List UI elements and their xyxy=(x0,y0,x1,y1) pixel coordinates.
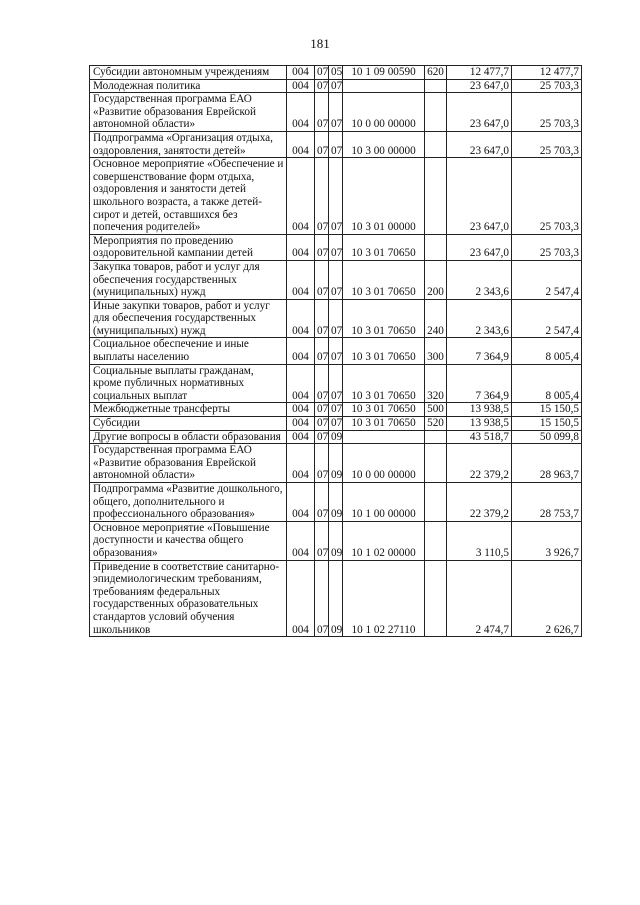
row-amount-year-2: 50 099,8 xyxy=(512,430,582,444)
row-amount-year-1: 7 364,9 xyxy=(447,338,512,364)
row-section-code: 07 xyxy=(315,364,329,403)
row-expense-type xyxy=(425,158,447,235)
table-row xyxy=(90,403,582,417)
row-target-article: 10 0 00 00000 xyxy=(343,93,425,132)
row-amount-year-1: 3 110,5 xyxy=(447,521,512,560)
row-expense-type: 300 xyxy=(425,338,447,364)
row-amount-year-2: 2 626,7 xyxy=(512,560,582,637)
row-amount-year-2: 15 150,5 xyxy=(512,417,582,431)
row-expense-type xyxy=(425,430,447,444)
row-expense-type xyxy=(425,521,447,560)
row-name: Молодежная политика xyxy=(90,79,287,93)
row-subsection-code: 09 xyxy=(329,444,343,483)
row-target-article: 10 3 01 70650 xyxy=(343,260,425,299)
row-grbs-code: 004 xyxy=(287,93,315,132)
table-row xyxy=(90,560,582,637)
row-grbs-code: 004 xyxy=(287,158,315,235)
table-row xyxy=(90,234,582,260)
table-row xyxy=(90,260,582,299)
row-amount-year-1: 43 518,7 xyxy=(447,430,512,444)
row-grbs-code: 004 xyxy=(287,430,315,444)
row-amount-year-1: 2 343,6 xyxy=(447,299,512,338)
row-amount-year-2: 25 703,3 xyxy=(512,93,582,132)
row-target-article xyxy=(343,79,425,93)
row-amount-year-2: 25 703,3 xyxy=(512,79,582,93)
row-amount-year-2: 8 005,4 xyxy=(512,338,582,364)
row-name: Государственная программа ЕАО «Развитие образования Еврейской автономной области» xyxy=(90,93,287,132)
row-name: Закупка товаров, работ и услуг для обеспечения государственных (муниципальных) нужд xyxy=(90,260,287,299)
row-amount-year-2: 2 547,4 xyxy=(512,260,582,299)
row-target-article: 10 3 00 00000 xyxy=(343,131,425,157)
row-section-code: 07 xyxy=(315,66,329,80)
row-expense-type xyxy=(425,560,447,637)
row-section-code: 07 xyxy=(315,260,329,299)
table-row xyxy=(90,444,582,483)
row-name: Основное мероприятие «Обеспечение и совершенствование форм отдыха, оздоровления и занятости детей школьного возраста, а также детей-сирот и детей, оставшихся без попечения родителей» xyxy=(90,158,287,235)
row-expense-type xyxy=(425,234,447,260)
row-grbs-code: 004 xyxy=(287,79,315,93)
row-target-article: 10 3 01 70650 xyxy=(343,364,425,403)
row-expense-type: 200 xyxy=(425,260,447,299)
row-expense-type xyxy=(425,93,447,132)
row-target-article: 10 1 00 00000 xyxy=(343,483,425,522)
page-number: 181 xyxy=(310,36,330,51)
row-section-code: 07 xyxy=(315,417,329,431)
row-amount-year-1: 23 647,0 xyxy=(447,158,512,235)
row-grbs-code: 004 xyxy=(287,560,315,637)
row-target-article: 10 3 01 70650 xyxy=(343,403,425,417)
row-subsection-code: 09 xyxy=(329,560,343,637)
row-amount-year-2: 3 926,7 xyxy=(512,521,582,560)
row-name: Субсидии xyxy=(90,417,287,431)
row-expense-type: 620 xyxy=(425,66,447,80)
row-section-code: 07 xyxy=(315,79,329,93)
row-subsection-code: 07 xyxy=(329,299,343,338)
row-grbs-code: 004 xyxy=(287,417,315,431)
row-subsection-code: 07 xyxy=(329,403,343,417)
row-section-code: 07 xyxy=(315,483,329,522)
row-name: Основное мероприятие «Повышение доступности и качества общего образования» xyxy=(90,521,287,560)
row-subsection-code: 07 xyxy=(329,260,343,299)
row-grbs-code: 004 xyxy=(287,444,315,483)
row-expense-type xyxy=(425,131,447,157)
row-expense-type: 520 xyxy=(425,417,447,431)
row-section-code: 07 xyxy=(315,158,329,235)
table-row xyxy=(90,338,582,364)
row-amount-year-2: 28 753,7 xyxy=(512,483,582,522)
row-name: Социальное обеспечение и иные выплаты населению xyxy=(90,338,287,364)
row-section-code: 07 xyxy=(315,93,329,132)
row-amount-year-2: 28 963,7 xyxy=(512,444,582,483)
row-amount-year-2: 25 703,3 xyxy=(512,131,582,157)
row-amount-year-1: 13 938,5 xyxy=(447,417,512,431)
row-subsection-code: 07 xyxy=(329,364,343,403)
row-section-code: 07 xyxy=(315,444,329,483)
row-name: Подпрограмма «Развитие дошкольного, общего, дополнительного и профессионального образования» xyxy=(90,483,287,522)
row-section-code: 07 xyxy=(315,403,329,417)
row-target-article: 10 1 09 00590 xyxy=(343,66,425,80)
row-grbs-code: 004 xyxy=(287,521,315,560)
row-amount-year-2: 25 703,3 xyxy=(512,234,582,260)
row-target-article: 10 3 01 70650 xyxy=(343,338,425,364)
row-grbs-code: 004 xyxy=(287,260,315,299)
row-section-code: 07 xyxy=(315,131,329,157)
row-grbs-code: 004 xyxy=(287,131,315,157)
row-amount-year-1: 23 647,0 xyxy=(447,93,512,132)
row-expense-type: 240 xyxy=(425,299,447,338)
row-target-article: 10 1 02 00000 xyxy=(343,521,425,560)
row-subsection-code: 07 xyxy=(329,234,343,260)
row-name: Социальные выплаты гражданам, кроме публичных нормативных социальных выплат xyxy=(90,364,287,403)
row-amount-year-1: 12 477,7 xyxy=(447,66,512,80)
row-expense-type xyxy=(425,444,447,483)
row-target-article: 10 3 01 70650 xyxy=(343,299,425,338)
table-row xyxy=(90,483,582,522)
table-row xyxy=(90,66,582,80)
row-section-code: 07 xyxy=(315,560,329,637)
table-row xyxy=(90,521,582,560)
row-target-article: 10 0 00 00000 xyxy=(343,444,425,483)
row-name: Мероприятия по проведению оздоровительной кампании детей xyxy=(90,234,287,260)
row-subsection-code: 09 xyxy=(329,430,343,444)
row-subsection-code: 05 xyxy=(329,66,343,80)
row-subsection-code: 07 xyxy=(329,158,343,235)
row-name: Приведение в соответствие санитарно-эпидемиологическим требованиям, требованиям федеральных государственных образовательных стандартов условий обучения школьников xyxy=(90,560,287,637)
row-amount-year-1: 2 474,7 xyxy=(447,560,512,637)
row-target-article: 10 3 01 70650 xyxy=(343,234,425,260)
row-section-code: 07 xyxy=(315,234,329,260)
row-amount-year-1: 23 647,0 xyxy=(447,131,512,157)
row-amount-year-2: 25 703,3 xyxy=(512,158,582,235)
table-row xyxy=(90,79,582,93)
row-name: Другие вопросы в области образования xyxy=(90,430,287,444)
row-expense-type: 320 xyxy=(425,364,447,403)
table-row xyxy=(90,131,582,157)
row-amount-year-2: 15 150,5 xyxy=(512,403,582,417)
row-section-code: 07 xyxy=(315,338,329,364)
row-amount-year-1: 23 647,0 xyxy=(447,234,512,260)
row-target-article: 10 3 01 70650 xyxy=(343,417,425,431)
row-subsection-code: 09 xyxy=(329,521,343,560)
row-name: Подпрограмма «Организация отдыха, оздоровления, занятости детей» xyxy=(90,131,287,157)
row-grbs-code: 004 xyxy=(287,338,315,364)
row-subsection-code: 07 xyxy=(329,93,343,132)
row-target-article: 10 1 02 27110 xyxy=(343,560,425,637)
row-subsection-code: 07 xyxy=(329,338,343,364)
row-target-article: 10 3 01 00000 xyxy=(343,158,425,235)
row-amount-year-1: 22 379,2 xyxy=(447,483,512,522)
table-row xyxy=(90,417,582,431)
row-subsection-code: 07 xyxy=(329,79,343,93)
row-section-code: 07 xyxy=(315,521,329,560)
row-amount-year-1: 13 938,5 xyxy=(447,403,512,417)
row-amount-year-1: 7 364,9 xyxy=(447,364,512,403)
table-row xyxy=(90,299,582,338)
row-amount-year-2: 2 547,4 xyxy=(512,299,582,338)
row-section-code: 07 xyxy=(315,299,329,338)
budget-table xyxy=(89,65,582,637)
table-row xyxy=(90,93,582,132)
row-amount-year-2: 12 477,7 xyxy=(512,66,582,80)
row-expense-type xyxy=(425,79,447,93)
table-row xyxy=(90,430,582,444)
row-section-code: 07 xyxy=(315,430,329,444)
row-grbs-code: 004 xyxy=(287,364,315,403)
row-grbs-code: 004 xyxy=(287,403,315,417)
row-target-article xyxy=(343,430,425,444)
row-amount-year-1: 2 343,6 xyxy=(447,260,512,299)
row-amount-year-1: 22 379,2 xyxy=(447,444,512,483)
table-row xyxy=(90,158,582,235)
row-amount-year-2: 8 005,4 xyxy=(512,364,582,403)
row-amount-year-1: 23 647,0 xyxy=(447,79,512,93)
row-grbs-code: 004 xyxy=(287,483,315,522)
row-name: Иные закупки товаров, работ и услуг для обеспечения государственных (муниципальных) нужд xyxy=(90,299,287,338)
row-name: Субсидии автономным учреждениям xyxy=(90,66,287,80)
row-grbs-code: 004 xyxy=(287,234,315,260)
row-grbs-code: 004 xyxy=(287,66,315,80)
row-expense-type xyxy=(425,483,447,522)
row-grbs-code: 004 xyxy=(287,299,315,338)
row-name: Межбюджетные трансферты xyxy=(90,403,287,417)
table-row xyxy=(90,364,582,403)
row-subsection-code: 07 xyxy=(329,417,343,431)
row-name: Государственная программа ЕАО «Развитие образования Еврейской автономной области» xyxy=(90,444,287,483)
row-subsection-code: 09 xyxy=(329,483,343,522)
row-subsection-code: 07 xyxy=(329,131,343,157)
row-expense-type: 500 xyxy=(425,403,447,417)
